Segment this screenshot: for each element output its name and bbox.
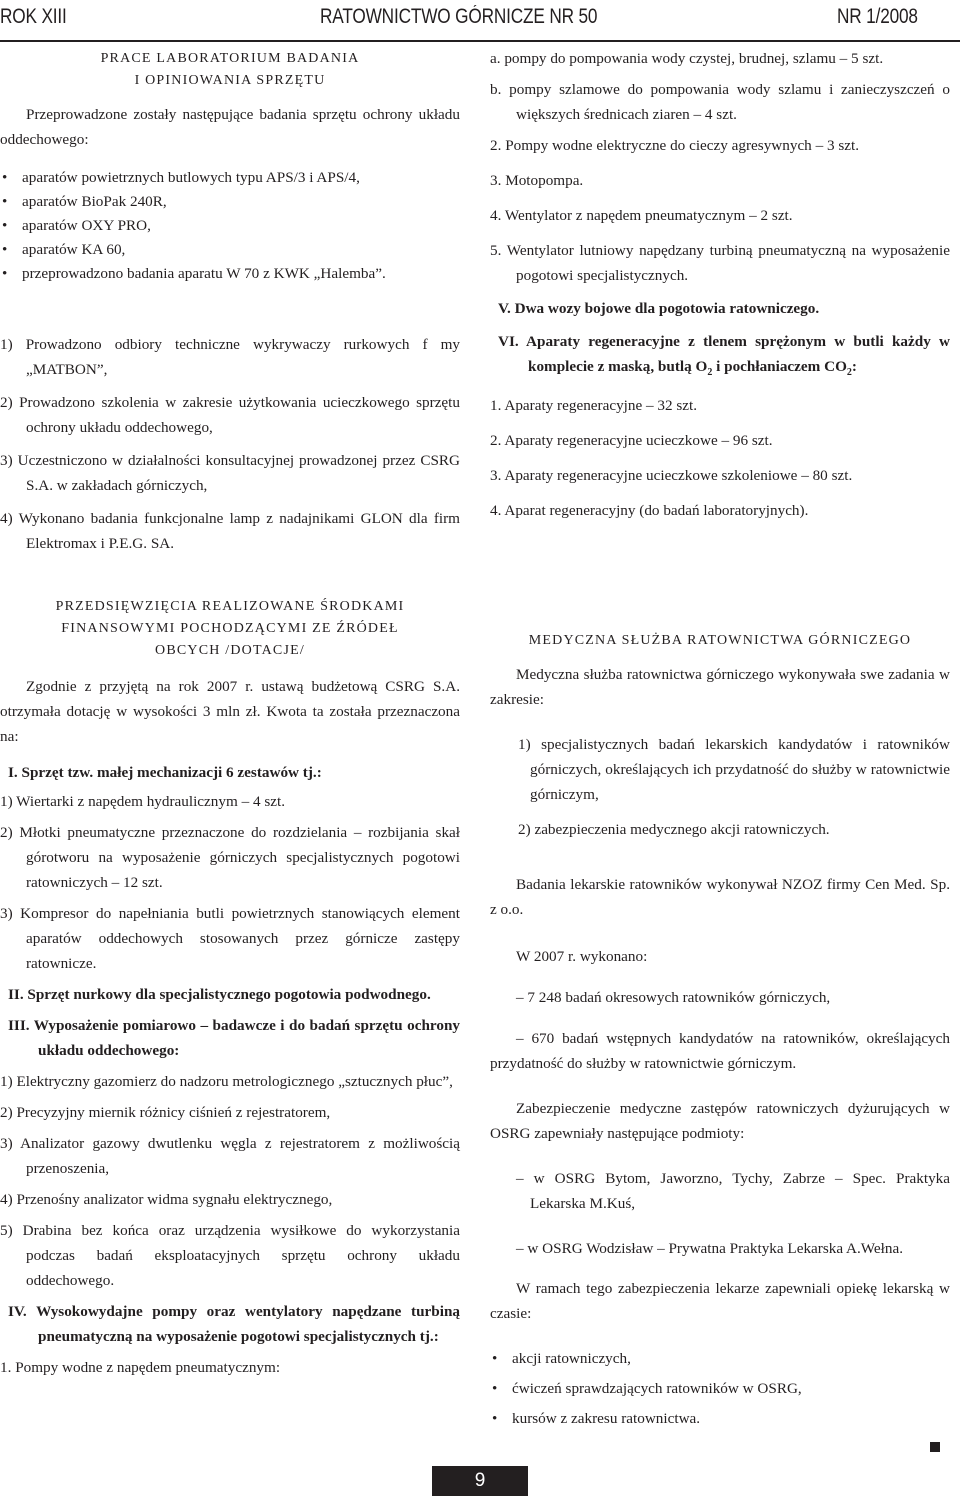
grants-list: [0, 760, 460, 1380]
header-issue: NR 1/2008: [837, 5, 918, 28]
subscript: 2: [846, 367, 852, 379]
list-item: 2) Prowadzono szkolenia w zakresie użytkowania ucieczkowego sprzętu ochrony układu oddechowego,: [0, 394, 460, 436]
list-item: 5) Drabina bez końca oraz urządzenia wysiłkowe do wykorzystania podczas badań eksploatacyjnych sprzętu ochrony układu oddechowego.: [0, 1222, 460, 1289]
title-line: PRZEDSIĘWZIĘCIA REALIZOWANE ŚRODKAMI: [55, 599, 405, 614]
list-item: 3. Aparaty regeneracyjne ucieczkowe szkoleniowe – 80 szt.: [490, 467, 853, 485]
header-volume: ROK XIII: [0, 5, 67, 28]
lab-intro: Przeprowadzone zostały następujące badania sprzętu ochrony układu oddechowego:: [0, 106, 460, 148]
roman-text: :: [851, 358, 857, 375]
section-title-medical: MEDYCZNA SŁUŻBA RATOWNICTWA GÓRNICZEGO: [528, 633, 912, 648]
list-item: 1) specjalistycznych badań lekarskich kandydatów i ratowników górniczych, określających ich przydatność do służby w ratownictwie górniczym,: [518, 736, 950, 803]
medical-p4: Zabezpieczenie medyczne zastępów ratowniczych dyżurujących w OSRG zapewniały następujące podmioty:: [490, 1100, 950, 1142]
list-item: 3) Analizator gazowy dwutlenku węgla z rejestratorem z możliwością przenoszenia,: [0, 1135, 460, 1177]
list-item: 4) Przenośny analizator widma sygnału elektrycznego,: [0, 1191, 333, 1208]
list-item: 1. Pompy wodne z napędem pneumatycznym:: [0, 1359, 281, 1376]
list-item: 1) Wiertarki z napędem hydraulicznym – 4 szt.: [0, 793, 286, 810]
list-item: • aparatów OXY PRO,: [0, 214, 460, 238]
roman-item: IV. Wysokowydajne pompy oraz wentylatory napędzane turbiną pneumatyczną na wyposażenie pogotowi specjalistycznych tj.:: [8, 1303, 460, 1345]
lab-items: [0, 332, 460, 556]
subscript: 2: [707, 367, 713, 379]
list-item: 1) Elektryczny gazomierz do nadzoru metrologicznego „sztucznych płuc”,: [0, 1073, 453, 1090]
roman-text: VI. Aparaty regeneracyjne z tlenem sprężonym w butli każdy w komplecie z maską, butlą O: [498, 333, 950, 375]
list-item: a. pompy do pompowania wody czystej, brudnej, szlamu – 5 szt.: [490, 50, 884, 67]
list-item: • aparatów BioPak 240R,: [0, 190, 460, 214]
list-item: 2. Pompy wodne elektryczne do cieczy agresywnych – 3 szt.: [490, 137, 860, 154]
header-rule: [0, 40, 960, 42]
end-of-article-mark: [930, 1442, 940, 1452]
roman-item: I. Sprzęt tzw. małej mechanizacji 6 zestawów tj.:: [8, 764, 322, 781]
list-item: 4. Wentylator z napędem pneumatycznym – 2 szt.: [490, 207, 793, 224]
list-item: • aparatów powietrznych butlowych typu APS/3 i APS/4,: [0, 166, 460, 190]
page-header: [0, 0, 960, 40]
list-item: – w OSRG Bytom, Jaworzno, Tychy, Zabrze – Spec. Praktyka Lekarska M.Kuś,: [516, 1170, 950, 1212]
medical-p3: W 2007 r. wykonano:: [516, 948, 648, 965]
medical-p2: Badania lekarskie ratowników wykonywał NZOZ firmy Cen Med. Sp. z o.o.: [490, 876, 950, 918]
list-item: 3) Kompresor do napełniania butli powietrznych stanowiących element aparatów oddechowych stosowanych przez górnicze zastępy ratownicze.: [0, 905, 460, 972]
list-item: 3) Uczestniczono w działalności konsultacyjnej prowadzonej przez CSRG S.A. w zakładach górniczych,: [0, 452, 460, 494]
list-item: • kursów z zakresu ratownictwa.: [490, 1404, 950, 1434]
roman-item: II. Sprzęt nurkowy dla specjalistycznego pogotowia podwodnego.: [8, 986, 431, 1003]
list-item: 1. Aparaty regeneracyjne – 32 szt.: [490, 397, 698, 415]
list-item: • przeprowadzono badania aparatu W 70 z KWK „Halemba”.: [0, 262, 460, 286]
medical-d1: – 7 248 badań okresowych ratowników górniczych,: [516, 989, 831, 1006]
lab-bullets: [0, 166, 460, 286]
title-line: PRACE LABORATORIUM BADANIA: [100, 51, 360, 66]
list-item: • akcji ratowniczych,: [490, 1344, 950, 1374]
list-item: 2) Młotki pneumatyczne przeznaczone do rozdzielania – rozbijania skał górotworu na wyposażenie górniczych specjalistycznych pogotowi ratowniczych – 12 szt.: [0, 824, 460, 891]
list-item: 2) Precyzyjny miernik różnicy ciśnień z rejestratorem,: [0, 1104, 331, 1121]
list-item: 4) Wykonano badania funkcjonalne lamp z nadajnikami GLON dla firm Elektromax i P.E.G. SA.: [0, 510, 460, 552]
list-item: 2. Aparaty regeneracyjne ucieczkowe – 96 szt.: [490, 432, 773, 450]
header-journal: RATOWNICTWO GÓRNICZE NR 50: [320, 5, 598, 28]
title-line: FINANSOWYMI POCHODZĄCYMI ZE ŹRÓDEŁ: [61, 621, 399, 636]
title-line: I OPINIOWANIA SPRZĘTU: [134, 73, 326, 88]
medical-d3: [490, 1166, 950, 1216]
page-number: 9: [432, 1466, 528, 1496]
grants-intro: Zgodnie z przyjętą na rok 2007 r. ustawą budżetową CSRG S.A. otrzymała dotację w wysokości 3 mln zł. Kwota ta została przeznaczona na:: [0, 678, 460, 745]
list-item: • aparatów KA 60,: [0, 238, 460, 262]
medical-d2: – 670 badań wstępnych kandydatów na ratowników, określających przydatność do służby w ratownictwie górniczym.: [490, 1030, 950, 1072]
roman-item: V. Dwa wozy bojowe dla pogotowia ratowniczego.: [498, 300, 820, 317]
list-item: 5. Wentylator lutniowy napędzany turbiną pneumatyczną na wyposażenie pogotowi specjalistycznych.: [490, 242, 950, 284]
list-item: 4. Aparat regeneracyjny (do badań laboratoryjnych).: [490, 502, 809, 520]
medical-bullets: [490, 1344, 950, 1434]
section-title-lab: [0, 48, 460, 92]
section-title-grants: [0, 596, 460, 662]
medical-intro: Medyczna służba ratownictwa górniczego wykonywała swe zadania w zakresie:: [490, 666, 950, 708]
roman-item: III. Wyposażenie pomiarowo – badawcze i do badań sprzętu ochrony układu oddechowego:: [8, 1017, 460, 1059]
medical-items: [490, 732, 950, 842]
title-line: OBCYCH /DOTACJE/: [155, 643, 305, 658]
medical-p5: W ramach tego zabezpieczenia lekarze zapewniali opiekę lekarską w czasie:: [490, 1280, 950, 1322]
list-item: 3. Motopompa.: [490, 172, 584, 189]
roman-text: i pochłaniaczem CO: [712, 358, 847, 375]
list-item: b. pompy szlamowe do pompowania wody szlamu i zanieczyszczeń o większych średnicach ziaren – 4 szt.: [490, 81, 950, 123]
list-item: 2) zabezpieczenia medycznego akcji ratowniczych.: [518, 821, 830, 838]
list-item: • ćwiczeń sprawdzających ratowników w OSRG,: [490, 1374, 950, 1404]
pumps-list: [490, 46, 950, 523]
list-item: 1) Prowadzono odbiory techniczne wykrywaczy rurkowych f my „MATBON”,: [0, 336, 460, 378]
roman-item: [490, 329, 950, 385]
medical-d4: – w OSRG Wodzisław – Prywatna Praktyka Lekarska A.Wełna.: [516, 1240, 904, 1257]
